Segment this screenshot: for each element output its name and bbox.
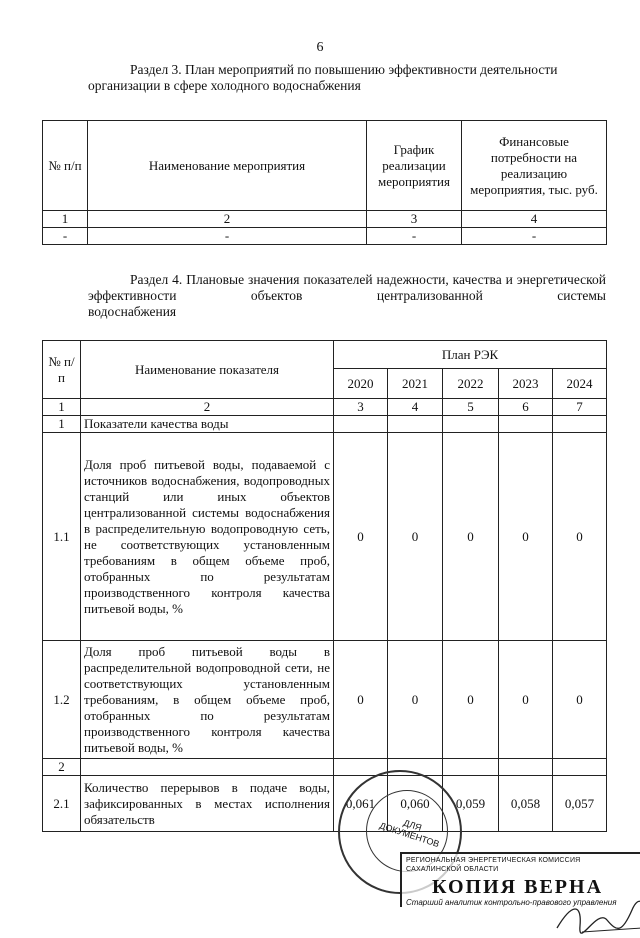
plan-rek-header: План РЭК — [334, 341, 607, 369]
stamp-main-text: КОПИЯ ВЕРНА — [432, 876, 604, 898]
col-schedule-header: График реализации мероприятия — [367, 121, 462, 211]
round-seal-text: ДЛЯ ДОКУМЕНТОВ — [378, 817, 441, 850]
numbering-cell: 6 — [499, 399, 553, 416]
row-number: 2.1 — [43, 776, 81, 832]
value-cell: 0 — [553, 433, 607, 641]
col-num-header: № п/п — [43, 341, 81, 399]
value-cell — [499, 759, 553, 776]
table-row — [43, 416, 607, 433]
value-cell — [388, 759, 443, 776]
value-cell: 0,057 — [553, 776, 607, 832]
table-header-row — [43, 341, 607, 369]
row-number: 1.1 — [43, 433, 81, 641]
table-row — [43, 228, 607, 245]
value-cell — [334, 416, 388, 433]
row-number: 2 — [43, 759, 81, 776]
numbering-cell: 3 — [334, 399, 388, 416]
value-cell — [443, 759, 499, 776]
indicator-name: Доля проб питьевой воды в распределительной водопроводной сети, не соответствующих установленным требованиям, в общем объеме проб, отобранных по результатам производственного контроля качества питьевой воды, % — [81, 641, 334, 759]
value-cell: 0 — [499, 433, 553, 641]
numbering-cell: 2 — [81, 399, 334, 416]
value-cell — [553, 759, 607, 776]
section4-title: Раздел 4. Плановые значения показателей надежности, качества и энергетической эффективности объектов централизованной системы — [88, 272, 606, 303]
section4-title-last-line: водоснабжения — [88, 304, 177, 319]
table-cell: - — [462, 228, 607, 245]
indicator-name: Доля проб питьевой воды, подаваемой с источников водоснабжения, водопроводных станций или иных объектов централизованной системы водоснабжения в распределительную водопроводную сеть, не соответствующих установленным требованиям в общем объеме проб, отобранных по результатам производственного контроля качества питьевой воды, % — [81, 433, 334, 641]
col-finance-header: Финансовые потребности на реализацию мероприятия, тыс. руб. — [462, 121, 607, 211]
section3-title: Раздел 3. План мероприятий по повышению эффективности деятельности организации в сфере холодного водоснабжения — [88, 62, 558, 93]
numbering-cell: 1 — [43, 399, 81, 416]
table-cell: - — [43, 228, 88, 245]
value-cell: 0,061 — [334, 776, 388, 832]
table-cell: - — [88, 228, 367, 245]
numbering-cell: 5 — [443, 399, 499, 416]
value-cell: 0,059 — [443, 776, 499, 832]
indicator-name — [81, 759, 334, 776]
value-cell: 0 — [443, 641, 499, 759]
value-cell: 0 — [443, 433, 499, 641]
stamp-organization: РЕГИОНАЛЬНАЯ ЭНЕРГЕТИЧЕСКАЯ КОМИССИЯ САХАЛИНСКОЙ ОБЛАСТИ — [406, 857, 581, 873]
numbering-cell: 2 — [88, 211, 367, 228]
col-num-header: № п/п — [43, 121, 88, 211]
table-cell: - — [367, 228, 462, 245]
value-cell: 0 — [499, 641, 553, 759]
value-cell: 0 — [388, 433, 443, 641]
value-cell: 0 — [388, 641, 443, 759]
section4-table — [42, 340, 607, 832]
value-cell — [553, 416, 607, 433]
year-header: 2023 — [499, 369, 553, 399]
table-row — [43, 433, 607, 641]
row-number: 1.2 — [43, 641, 81, 759]
stamp-position: Старший аналитик контрольно-правового управления — [406, 898, 617, 907]
page-number: 6 — [316, 40, 324, 55]
value-cell: 0,060 — [388, 776, 443, 832]
value-cell: 0 — [553, 641, 607, 759]
indicator-name: Показатели качества воды — [81, 416, 334, 433]
section3-table — [42, 120, 607, 245]
row-number: 1 — [43, 416, 81, 433]
numbering-cell: 1 — [43, 211, 88, 228]
table-row — [43, 641, 607, 759]
copy-certified-stamp — [400, 852, 640, 907]
year-header: 2022 — [443, 369, 499, 399]
value-cell: 0,058 — [499, 776, 553, 832]
indicator-name: Количество перерывов в подаче воды, зафиксированных в местах исполнения обязательств — [81, 776, 334, 832]
numbering-cell: 3 — [367, 211, 462, 228]
table-numbering-row — [43, 399, 607, 416]
table-header-row — [43, 121, 607, 211]
table-numbering-row — [43, 211, 607, 228]
numbering-cell: 4 — [388, 399, 443, 416]
year-header: 2024 — [553, 369, 607, 399]
value-cell — [499, 416, 553, 433]
value-cell: 0 — [334, 641, 388, 759]
value-cell — [388, 416, 443, 433]
year-header: 2020 — [334, 369, 388, 399]
col-name-header: Наименование мероприятия — [88, 121, 367, 211]
table-row — [43, 759, 607, 776]
col-indicator-header: Наименование показателя — [81, 341, 334, 399]
value-cell — [334, 759, 388, 776]
year-header: 2021 — [388, 369, 443, 399]
table-row — [43, 776, 607, 832]
value-cell — [443, 416, 499, 433]
numbering-cell: 4 — [462, 211, 607, 228]
handwritten-signature — [552, 898, 640, 938]
value-cell: 0 — [334, 433, 388, 641]
numbering-cell: 7 — [553, 399, 607, 416]
